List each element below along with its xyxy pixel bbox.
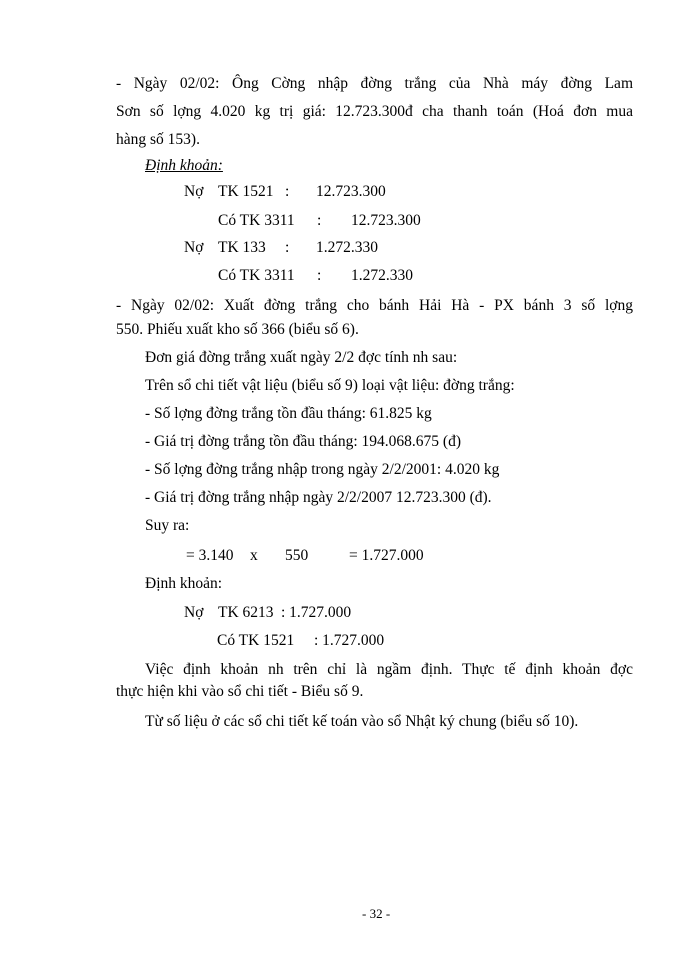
entry-1-debit-2-amount: 1.272.330 — [316, 239, 378, 256]
suy-ra-label: Suy ra: — [145, 517, 190, 534]
calc-multiply-sign: x — [250, 547, 258, 564]
entry-1-credit-2-amount: 1.272.330 — [351, 267, 413, 284]
entry-2-debit-value: : 1.727.000 — [281, 604, 352, 621]
entry-1-credit-2-account: Có TK 3311 — [218, 267, 295, 284]
paragraph-4-line-2: thực hiện khi vào sổ chi tiết - Biểu số 9. — [116, 683, 364, 700]
entry-1-credit-1-amount: 12.723.300 — [351, 212, 421, 229]
paragraph-1-line-2: Sơn số lợng 4.020 kg trị giá: 12.723.300đ cha thanh toán (Hoá đơn mua — [116, 103, 633, 120]
paragraph-3-line-5: - Số lợng đờng trắng nhập trong ngày 2/2/2001: 4.020 kg — [145, 461, 500, 478]
entry-1-debit-2-account: TK 133 — [218, 239, 266, 256]
entry-1-debit-2-colon: : — [285, 239, 290, 256]
entry-1-credit-2-colon: : — [317, 267, 322, 284]
paragraph-5-line-1: Từ số liệu ở các sổ chi tiết kế toán vào sổ Nhật ký chung (biểu số 10). — [145, 713, 579, 730]
calc-unit-price: = 3.140 — [186, 547, 234, 564]
entry-1-debit-1-amount: 12.723.300 — [316, 183, 386, 200]
page-number: - 32 - — [362, 906, 391, 921]
paragraph-3-line-2: Trên sổ chi tiết vật liệu (biểu số 9) loại vật liệu: đờng trắng: — [145, 377, 515, 394]
paragraph-1-line-3: hàng số 153). — [116, 131, 200, 148]
calc-result: = 1.727.000 — [349, 547, 424, 564]
entry-1-credit-1-colon: : — [317, 212, 322, 229]
paragraph-1-line-1: - Ngày 02/02: Ông Cờng nhập đờng trắng của Nhà máy đờng Lam — [116, 75, 633, 92]
paragraph-4-line-1: Việc định khoản nh trên chỉ là ngầm định. Thực tế định khoản đợc — [145, 661, 633, 678]
entry-2-heading: Định khoản: — [145, 575, 223, 592]
paragraph-3-line-6: - Giá trị đờng trắng nhập ngày 2/2/2007 12.723.300 (đ). — [145, 489, 492, 506]
entry-1-credit-1-account: Có TK 3311 — [218, 212, 295, 229]
entry-1-debit-1-colon: : — [285, 183, 290, 200]
entry-2-debit-label: Nợ — [184, 604, 204, 621]
paragraph-3-line-4: - Giá trị đờng trắng tồn đầu tháng: 194.068.675 (đ) — [145, 433, 461, 450]
entry-2-credit-value: : 1.727.000 — [314, 632, 385, 649]
paragraph-3-line-1: Đơn giá đờng trắng xuất ngày 2/2 đợc tính nh sau: — [145, 349, 458, 366]
paragraph-2-line-2: 550. Phiếu xuất kho số 366 (biểu số 6). — [116, 321, 359, 338]
entry-1-heading: Định khoản: — [145, 157, 223, 174]
calc-quantity: 550 — [285, 547, 309, 564]
entry-2-debit-account: TK 6213 — [218, 604, 274, 621]
entry-1-debit-1-account: TK 1521 — [218, 183, 274, 200]
entry-1-debit-1-label: Nợ — [184, 183, 204, 200]
entry-1-debit-2-label: Nợ — [184, 239, 204, 256]
entry-2-credit-account: Có TK 1521 — [217, 632, 295, 649]
paragraph-2-line-1: - Ngày 02/02: Xuất đờng trắng cho bánh Hải Hà - PX bánh 3 số lợng — [116, 297, 633, 314]
paragraph-3-line-3: - Số lợng đờng trắng tồn đầu tháng: 61.825 kg — [145, 405, 432, 422]
